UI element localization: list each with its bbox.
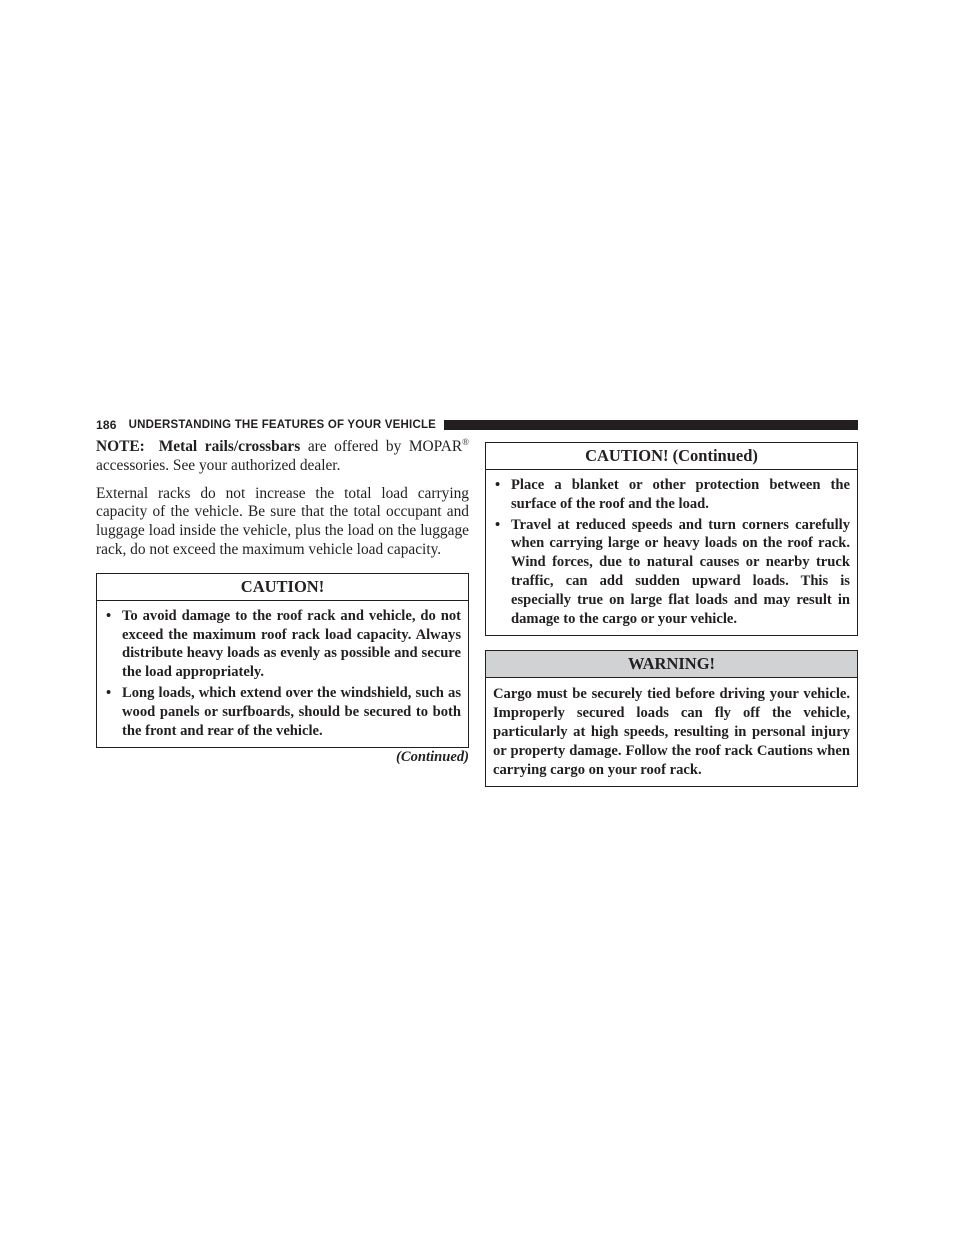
list-item <box>493 476 850 514</box>
left-column <box>96 438 469 766</box>
section-title: UNDERSTANDING THE FEATURES OF YOUR VEHICLE <box>128 419 437 431</box>
warning-text: Cargo must be securely tied before driving your vehicle. Improperly secured loads can fly off the vehicle, particularly at high speeds, resulting in personal injury or property damage. Follow the roof rack Cautions when carrying cargo on your roof rack. <box>493 686 850 778</box>
caution-title: CAUTION! <box>97 574 468 601</box>
registered-mark: ® <box>462 437 470 447</box>
bullet-icon: • <box>106 607 112 624</box>
continued-label: (Continued) <box>396 749 469 766</box>
caution-box <box>96 573 469 749</box>
caution-item-text: Long loads, which extend over the windshield, such as wood panels or surfboards, should be secured to both the front and rear of the vehicle. <box>122 684 461 739</box>
caution-continued-list <box>486 470 857 635</box>
caution-continued-title: CAUTION! (Continued) <box>486 443 857 470</box>
bullet-icon: • <box>495 516 501 533</box>
bullet-icon: • <box>106 684 112 701</box>
note-text: are offered by MOPAR <box>300 438 463 455</box>
caution-item-text: Place a blanket or other protection between the surface of the roof and the load. <box>511 477 850 512</box>
note-text-end: accessories. See your authorized dealer. <box>96 456 341 474</box>
list-item <box>104 607 461 682</box>
page-number: 186 <box>96 418 117 432</box>
note-label: NOTE: <box>96 438 145 455</box>
caution-continued-box <box>485 442 858 636</box>
list-item <box>493 516 850 629</box>
header-rule-bar <box>444 420 858 430</box>
racks-paragraph: External racks do not increase the total load carrying capacity of the vehicle. Be sure that the total occupant and luggage load inside the vehicle, plus the load on the luggage rack, do not exceed the maximum vehicle load capacity. <box>96 484 469 558</box>
note-paragraph <box>96 438 469 476</box>
page-header <box>96 417 858 433</box>
note-bold-term: Metal rails/crossbars <box>158 438 301 455</box>
right-column <box>485 442 858 787</box>
warning-box <box>485 650 858 787</box>
caution-list <box>97 601 468 748</box>
bullet-icon: • <box>495 477 501 493</box>
caution-item-text: Travel at reduced speeds and turn corners carefully when carrying large or heavy loads on the roof rack. Wind forces, due to natural causes or nearby truck traffic, can add sudden upward loads. This is especially true on large flat loads and may result in damage to the cargo or your vehicle. <box>511 516 850 627</box>
list-item <box>104 684 461 740</box>
caution-item-text: To avoid damage to the roof rack and vehicle, do not exceed the maximum roof rack load capacity. Always distribute heavy loads as evenly as possible and secure the load appropriately. <box>122 607 461 681</box>
warning-title: WARNING! <box>486 651 857 678</box>
